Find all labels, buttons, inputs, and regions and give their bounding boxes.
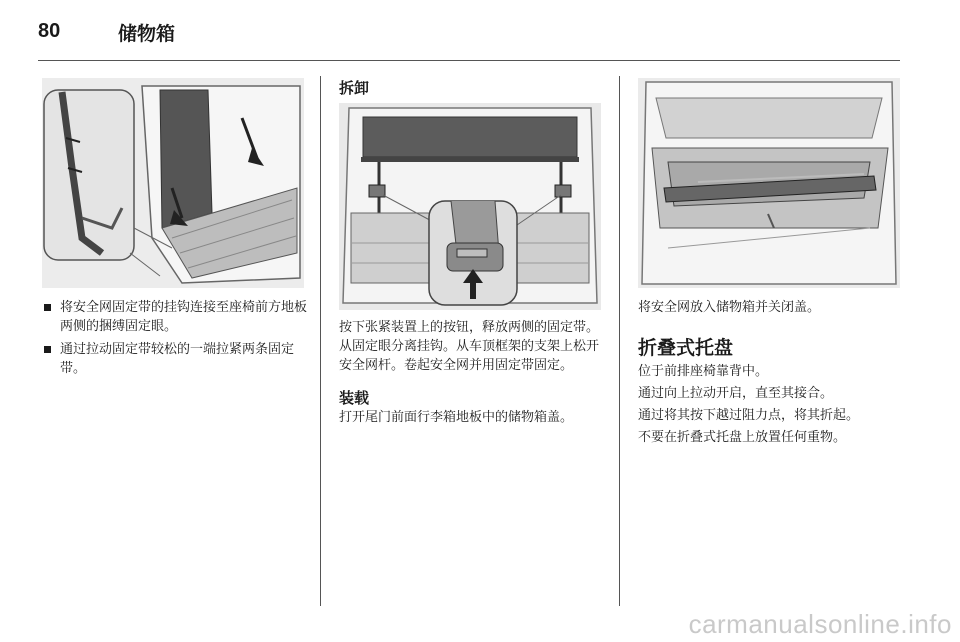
cargo-net-illustration	[42, 78, 304, 288]
storage-caption: 将安全网放入储物箱并关闭盖。	[638, 300, 821, 315]
section-heading: 折叠式托盘	[638, 337, 734, 359]
watermark: carmanualsonline.info	[688, 609, 952, 639]
list-item	[42, 340, 308, 378]
column-divider-2	[619, 76, 620, 606]
remove-instructions: 按下张紧装置上的按钮，释放两侧的固定带。从固定眼分离挂钩。从车顶框架的支架上松开安全网杆。卷起安全网并用固定带固定。	[339, 320, 600, 373]
bullet-text: 将安全网固定带的挂钩连接至座椅前方地板两侧的捆缚固定眼。	[60, 300, 308, 334]
storage-box-illustration	[638, 78, 900, 288]
tray-line: 位于前排座椅靠背中。	[638, 364, 769, 379]
bullet-text: 通过拉动固定带较松的一端拉紧两条固定带。	[60, 342, 295, 376]
figure-cargo-net-hooks	[42, 78, 304, 288]
right-column-text	[638, 298, 904, 447]
tray-line: 通过将其按下越过阻力点，将其折起。	[638, 408, 860, 423]
page-number: 80	[38, 20, 61, 42]
left-column-text	[42, 298, 308, 382]
figure-storage-box	[638, 78, 900, 288]
column-divider-1	[320, 76, 321, 606]
middle-column-text	[339, 318, 603, 427]
tray-line: 不要在折叠式托盘上放置任何重物。	[638, 430, 847, 445]
remove-heading	[339, 77, 369, 98]
list-item	[42, 298, 308, 336]
page-title: 储物箱	[118, 23, 176, 45]
section-heading: 拆卸	[339, 79, 370, 97]
install-instructions: 打开尾门前面行李箱地板中的储物箱盖。	[339, 410, 574, 425]
remove-net-illustration	[339, 103, 601, 310]
tray-line: 通过向上拉动开启，直至其接合。	[638, 386, 834, 401]
bullet-square-icon	[44, 304, 51, 311]
section-heading: 装载	[339, 389, 370, 407]
bullet-square-icon	[44, 346, 51, 353]
figure-remove-net	[339, 103, 601, 310]
header-rule	[38, 60, 900, 61]
